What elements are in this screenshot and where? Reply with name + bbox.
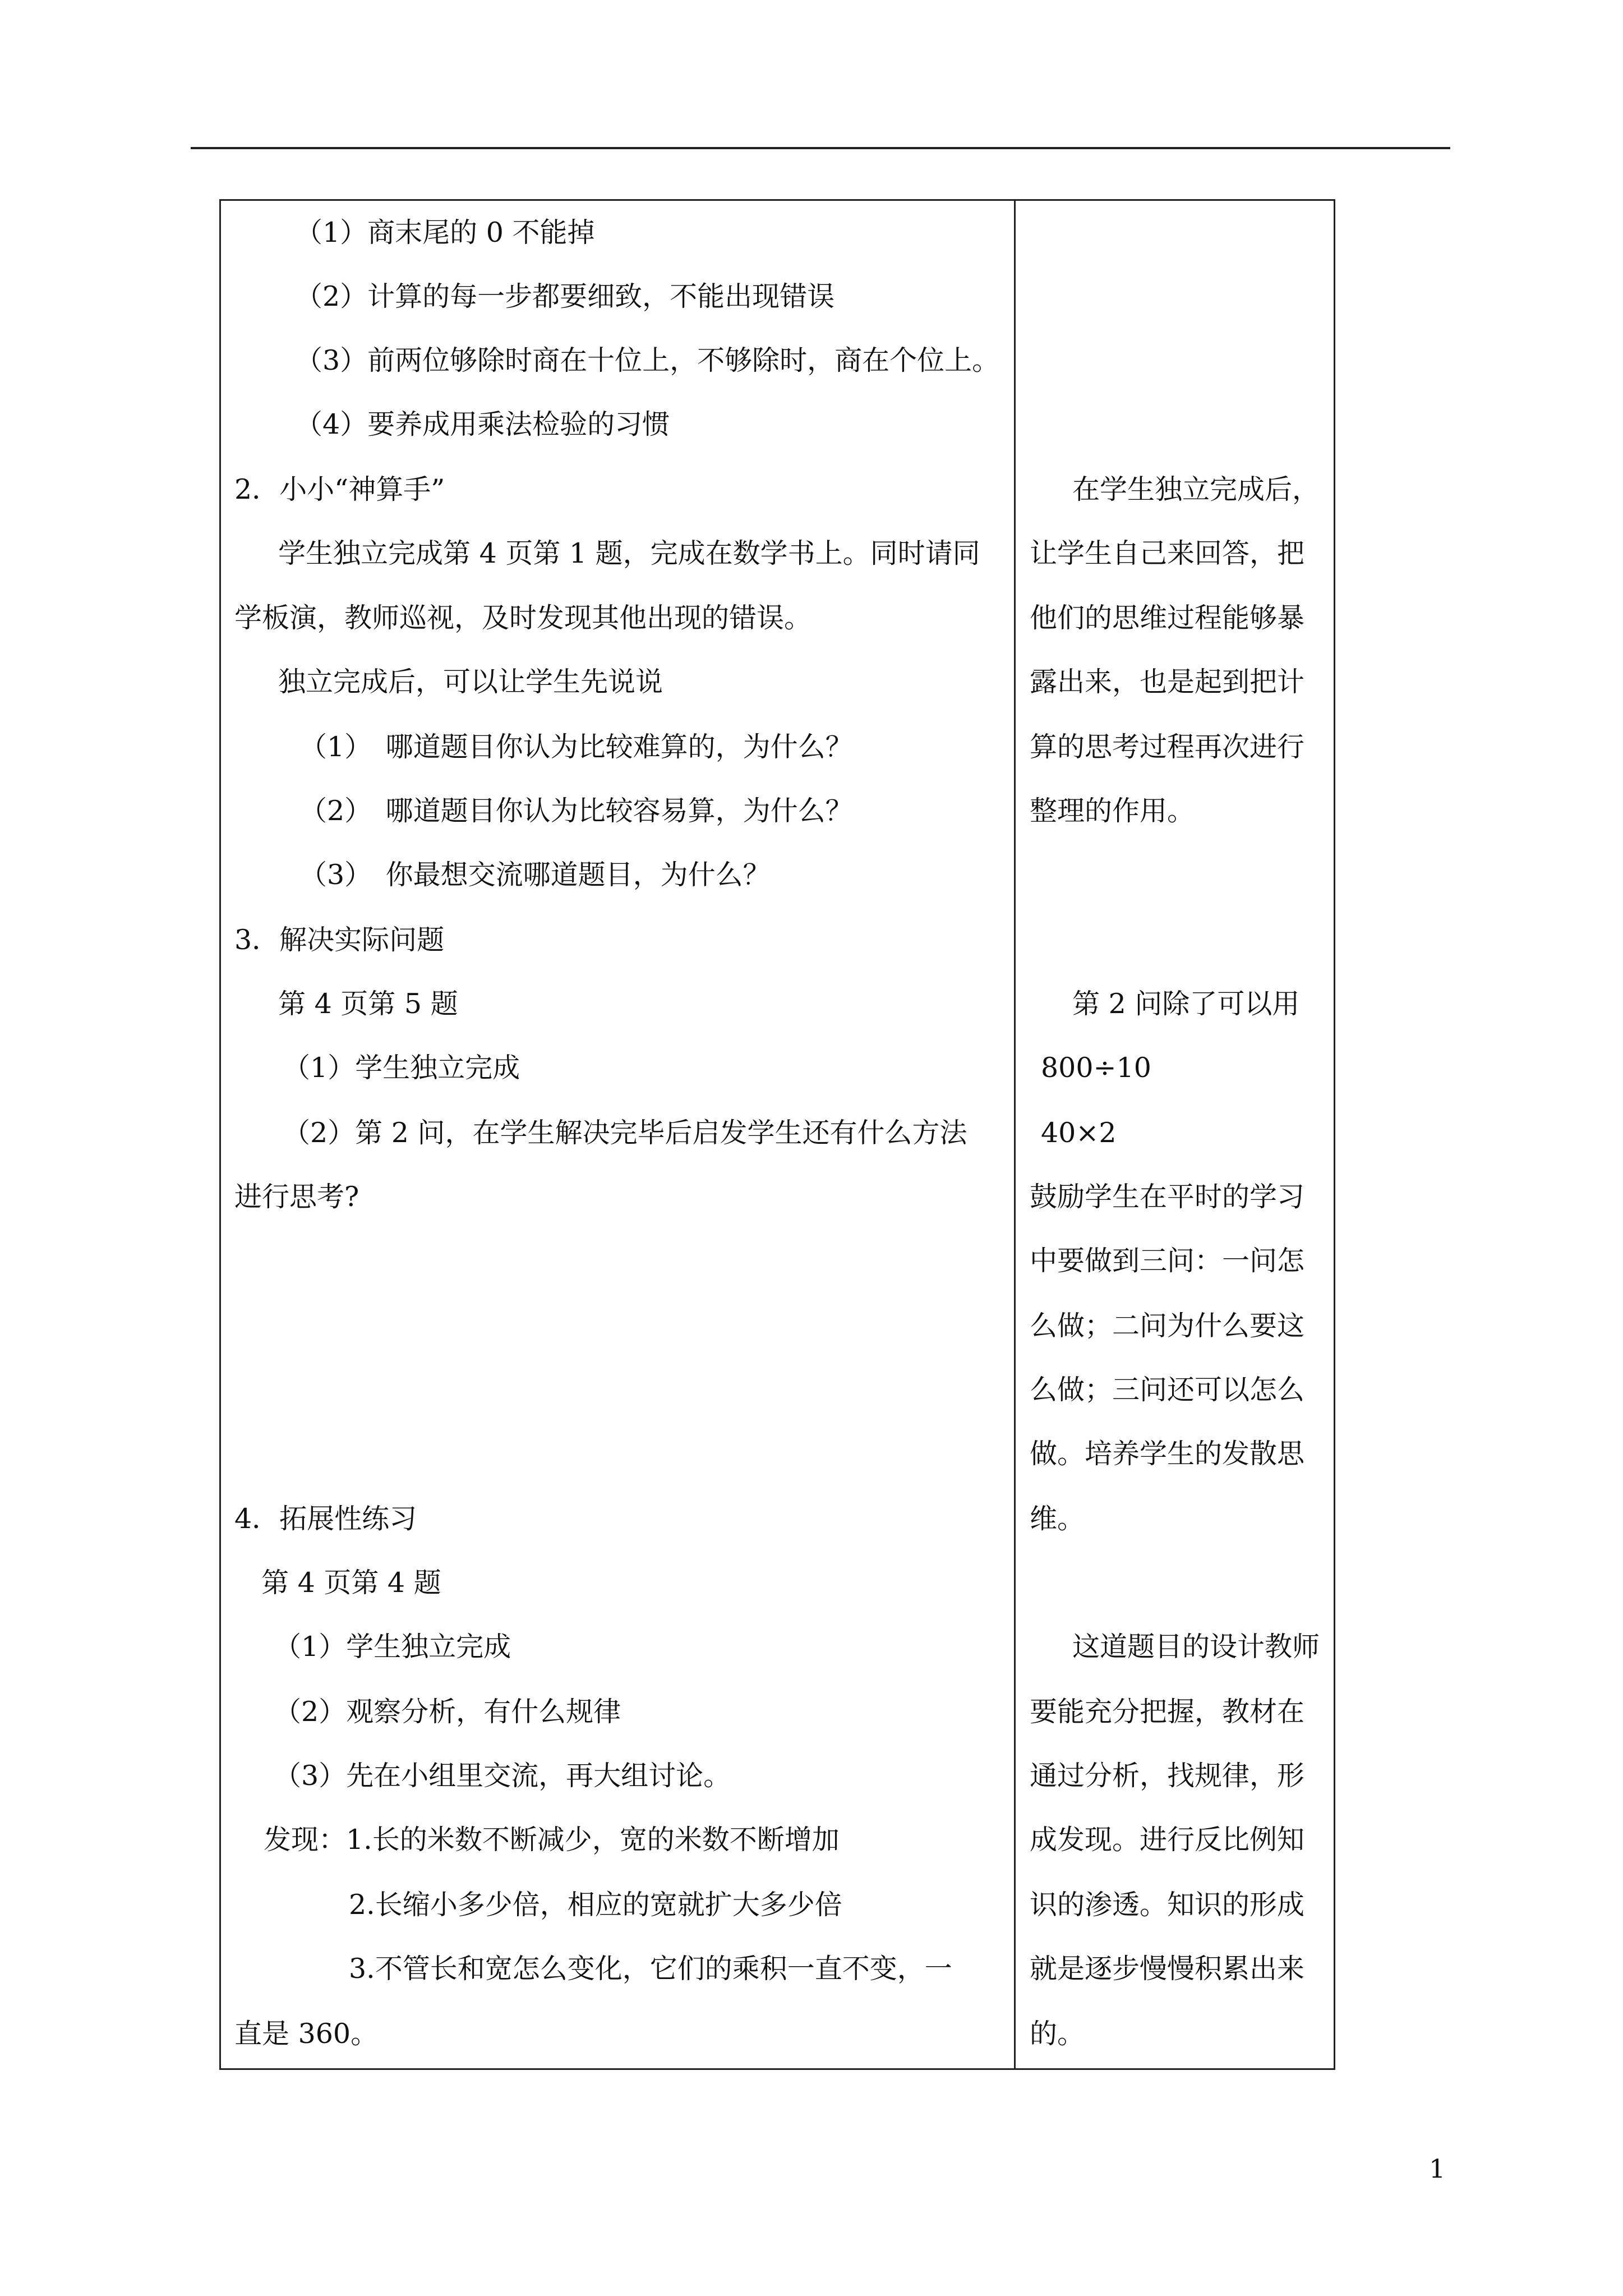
margin-note-line: 么做；二问为什么要这 [1030,1310,1305,1342]
margin-note-line: 第 2 问除了可以用 [1072,988,1300,1020]
section-heading: 2．小小“神算手” [234,473,445,505]
item-line: （2）观察分析，有什么规律 [274,1696,621,1728]
paragraph-line: 独立完成后，可以让学生先说说 [278,666,663,698]
exercise-ref: 第 4 页第 5 题 [278,988,458,1020]
page-number: 1 [1429,2154,1446,2184]
exercise-ref: 第 4 页第 4 题 [261,1567,441,1599]
finding-line: 2.长缩小多少倍，相应的宽就扩大多少倍 [349,1889,842,1921]
item-line: 进行思考? [234,1181,359,1213]
margin-note-line: 露出来，也是起到把计 [1030,666,1305,698]
column-divider [1014,199,1016,2070]
finding-line: 3.不管长和宽怎么变化，它们的乘积一直不变，一 [349,1953,952,1985]
question-line: （2） 哪道题目你认为比较容易算，为什么？ [299,795,853,827]
section-heading: 3．解决实际问题 [234,924,445,956]
item-line: （1）学生独立完成 [283,1052,520,1084]
note-line: （2）计算的每一步都要细致，不能出现错误 [295,280,835,312]
item-line: （2）第 2 问，在学生解决完毕后启发学生还有什么方法 [283,1117,967,1149]
header-rule [191,147,1450,149]
margin-note-line: 要能充分把握，教材在 [1030,1696,1305,1728]
margin-note-line: 整理的作用。 [1030,795,1195,827]
margin-note-line: 中要做到三问：一问怎 [1030,1245,1305,1277]
note-line: （4）要养成用乘法检验的习惯 [295,408,670,440]
item-line: （3）先在小组里交流，再大组讨论。 [274,1760,731,1792]
margin-note-line: 鼓励学生在平时的学习 [1030,1181,1305,1213]
note-line: （1）商末尾的 0 不能掉 [295,217,595,249]
margin-note-line: 让学生自己来回答，把 [1030,537,1305,569]
margin-note-line: 就是逐步慢慢积累出来 [1030,1953,1305,1985]
question-line: （1） 哪道题目你认为比较难算的，为什么？ [299,731,853,763]
finding-line: 直是 360。 [234,2018,379,2050]
margin-note-line: 这道题目的设计教师 [1072,1631,1320,1663]
margin-note-line: 做。培养学生的发散思 [1030,1438,1305,1470]
paragraph-line: 学板演，教师巡视，及时发现其他出现的错误。 [234,602,812,634]
finding-line: 发现：1.长的米数不断减少，宽的米数不断增加 [264,1824,840,1856]
margin-note-line: 在学生独立完成后， [1072,473,1320,505]
note-line: （3）前两位够除时商在十位上，不够除时，商在个位上。 [295,344,1000,376]
question-line: （3） 你最想交流哪道题目，为什么？ [299,859,771,891]
margin-note-line: 的。 [1030,2018,1085,2050]
margin-note-line: 识的渗透。知识的形成 [1030,1889,1305,1921]
margin-note-line: 么做；三问还可以怎么 [1030,1374,1305,1406]
paragraph-line: 学生独立完成第 4 页第 1 题，完成在数学书上。同时请同 [278,537,980,569]
margin-note-line: 维。 [1030,1503,1085,1535]
margin-note-line: 40×2 [1041,1117,1117,1149]
margin-note-line: 800÷10 [1041,1052,1151,1084]
margin-note-line: 成发现。进行反比例知 [1030,1824,1305,1856]
section-heading: 4．拓展性练习 [234,1503,417,1535]
margin-note-line: 通过分析，找规律，形 [1030,1760,1305,1792]
margin-note-line: 算的思考过程再次进行 [1030,731,1305,763]
item-line: （1）学生独立完成 [274,1631,511,1663]
margin-note-line: 他们的思维过程能够暴 [1030,602,1305,634]
